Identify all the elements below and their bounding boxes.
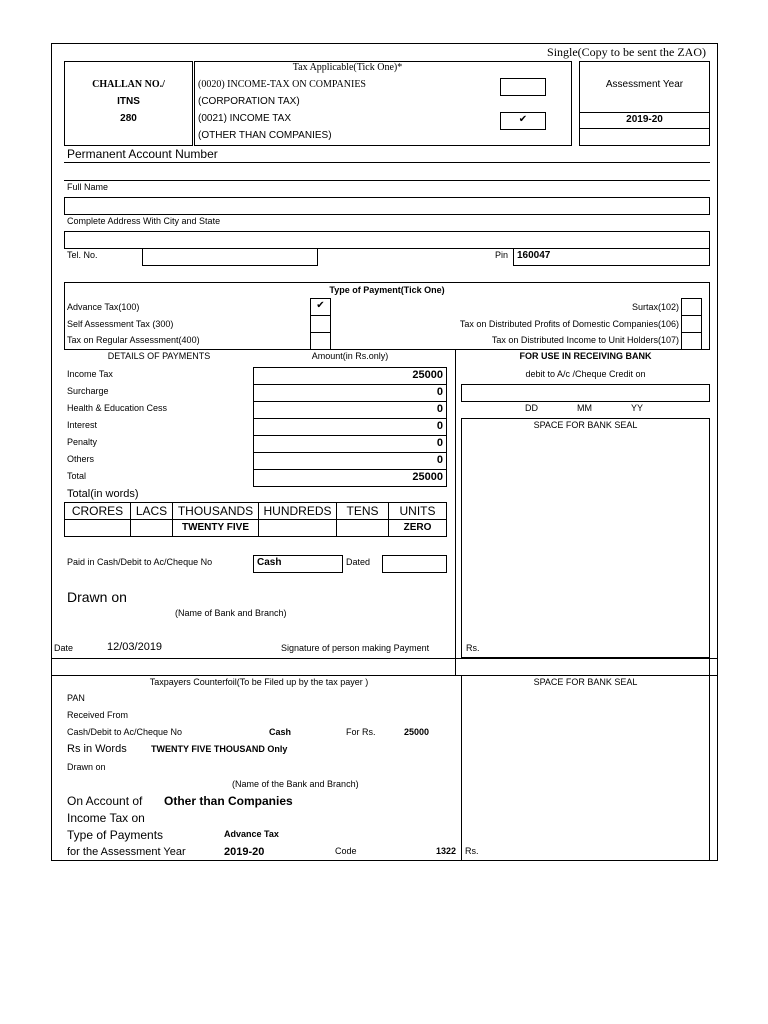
option2-line2: (OTHER THAN COMPANIES)	[198, 130, 332, 141]
detail-label: Penalty	[67, 437, 98, 447]
address-field[interactable]	[64, 231, 710, 249]
words-header-units: UNITS	[388, 502, 447, 520]
detail-label: Total	[67, 471, 87, 481]
option2-checkbox[interactable]	[500, 112, 546, 130]
paid-field[interactable]: Cash	[253, 555, 343, 573]
tax-applicable-title: Tax Applicable(Tick One)*	[292, 62, 403, 73]
surtax-checkbox[interactable]	[681, 298, 702, 316]
signature-label: Signature of person making Payment	[281, 643, 430, 653]
cf-bank-branch-label: (Name of the Bank and Branch)	[232, 779, 359, 789]
name-line-top	[64, 180, 710, 181]
words-units[interactable]: ZERO	[388, 519, 447, 537]
surcharge-amount[interactable]: 0	[253, 384, 447, 402]
option1-line1: (0020) INCOME-TAX ON COMPANIES	[198, 79, 366, 90]
words-lacs[interactable]	[130, 519, 173, 537]
assessment-year-box	[579, 61, 710, 146]
distributed-profits-checkbox[interactable]	[681, 315, 702, 333]
words-header-hundreds: HUNDREDS	[258, 502, 337, 520]
counterfoil-seal-label: SPACE FOR BANK SEAL	[533, 677, 638, 687]
address-label: Complete Address With City and State	[67, 216, 221, 226]
cf-rs-label: Rs.	[465, 846, 479, 856]
detail-label: Others	[67, 454, 95, 464]
yy-label: YY	[631, 403, 644, 413]
regular-assessment-label: Tax on Regular Assessment(400)	[67, 335, 200, 345]
itns-number: 280	[120, 113, 137, 124]
unit-holders-checkbox[interactable]	[681, 332, 702, 350]
cf-income-tax-on-label: Income Tax on	[67, 811, 145, 825]
section-divider	[51, 658, 718, 659]
words-thousands[interactable]: TWENTY FIVE	[172, 519, 259, 537]
cf-rs-words-label: Rs in Words	[67, 743, 127, 755]
cf-on-account-label: On Account of	[67, 794, 143, 808]
details-title: DETAILS OF PAYMENTS	[107, 351, 211, 361]
self-assessment-label: Self Assessment Tax (300)	[67, 319, 174, 329]
words-hundreds[interactable]	[258, 519, 337, 537]
check-icon: ✔	[316, 300, 325, 311]
assessment-year-value: 2019-20	[626, 114, 663, 125]
dated-field[interactable]	[382, 555, 447, 573]
detail-label: Interest	[67, 420, 98, 430]
full-name-label: Full Name	[67, 182, 109, 192]
self-assessment-checkbox[interactable]	[310, 315, 331, 333]
advance-tax-label: Advance Tax(100)	[67, 302, 140, 312]
cf-pan-label: PAN	[67, 693, 85, 703]
tel-label: Tel. No.	[67, 250, 98, 260]
cess-amount[interactable]: 0	[253, 401, 447, 419]
gap-divider-right	[709, 658, 710, 675]
drawn-on-label: Drawn on	[67, 589, 127, 605]
distributed-profits-label: Tax on Distributed Profits of Domestic Companies(106)	[459, 319, 679, 329]
payment-type-title: Type of Payment(Tick One)	[329, 285, 445, 295]
interest-amount[interactable]: 0	[253, 418, 447, 436]
full-name-field[interactable]	[64, 197, 710, 215]
cf-drawn-on-label: Drawn on	[67, 762, 106, 772]
detail-label: Surcharge	[67, 386, 109, 396]
total-amount[interactable]: 25000	[253, 469, 447, 487]
bank-seal-area	[461, 418, 710, 658]
copy-note: Single(Copy to be sent the ZAO)	[547, 45, 706, 59]
mm-label: MM	[577, 403, 592, 413]
counterfoil-divider	[461, 675, 462, 861]
pin-label: Pin	[495, 250, 509, 260]
cf-code-value: 1322	[436, 846, 457, 856]
dated-label: Dated	[346, 557, 371, 567]
bank-branch-label: (Name of Bank and Branch)	[175, 608, 287, 618]
words-header-thousands: THOUSANDS	[172, 502, 259, 520]
income-tax-amount[interactable]: 25000	[253, 367, 447, 385]
pin-field[interactable]: 160047	[513, 248, 710, 266]
pan-label: Permanent Account Number	[67, 147, 218, 161]
itns-label: ITNS	[117, 96, 140, 107]
words-header-tens: TENS	[336, 502, 389, 520]
words-header-crores: CRORES	[64, 502, 131, 520]
cf-for-rs-label: For Rs.	[346, 727, 376, 737]
advance-tax-checkbox[interactable]	[310, 298, 331, 316]
counterfoil-right-divider	[709, 675, 710, 861]
regular-assessment-checkbox[interactable]	[310, 332, 331, 350]
section-divider-2	[51, 675, 718, 676]
cf-received-from-label: Received From	[67, 710, 129, 720]
bank-debit-label: debit to A/c /Cheque Credit on	[525, 369, 646, 379]
words-header-lacs: LACS	[130, 502, 173, 520]
amount-header: Amount(in Rs.only)	[311, 351, 389, 361]
total-words-label: Total(in words)	[67, 488, 139, 500]
bank-seal-label: SPACE FOR BANK SEAL	[533, 420, 638, 430]
cf-assessment-year-label: for the Assessment Year	[67, 846, 186, 858]
bank-title: FOR USE IN RECEIVING BANK	[519, 351, 652, 361]
cf-type-payments-value: Advance Tax	[224, 829, 279, 839]
surtax-label: Surtax(102)	[631, 302, 679, 312]
center-divider	[455, 350, 456, 658]
cf-on-account-value: Other than Companies	[164, 794, 293, 808]
penalty-amount[interactable]: 0	[253, 435, 447, 453]
cf-for-rs-value: 25000	[404, 727, 430, 737]
others-amount[interactable]: 0	[253, 452, 447, 470]
date-value: 12/03/2019	[107, 641, 163, 653]
assessment-divider	[579, 112, 710, 113]
detail-label: Income Tax	[67, 369, 113, 379]
cf-assessment-year-value: 2019-20	[224, 846, 265, 858]
challan-no-label: CHALLAN NO./	[92, 79, 165, 90]
option1-checkbox[interactable]	[500, 78, 546, 96]
gap-divider-left	[455, 658, 456, 675]
tel-field[interactable]	[142, 248, 318, 266]
paid-label: Paid in Cash/Debit to Ac/Cheque No	[67, 557, 213, 567]
option1-line2: (CORPORATION TAX)	[198, 96, 300, 107]
unit-holders-label: Tax on Distributed Income to Unit Holders(107)	[491, 335, 679, 345]
assessment-divider-2	[579, 128, 710, 129]
cf-type-payments-label: Type of Payments	[67, 828, 164, 842]
cf-cash-value: Cash	[269, 727, 292, 737]
words-tens[interactable]	[336, 519, 389, 537]
rs-label: Rs.	[466, 643, 480, 653]
bank-credit-field[interactable]	[461, 384, 710, 402]
cf-cash-label: Cash/Debit to Ac/Cheque No	[67, 727, 183, 737]
counterfoil-title: Taxpayers Counterfoil(To be Filed up by the tax payer )	[149, 677, 369, 687]
words-crores[interactable]	[64, 519, 131, 537]
pan-line	[64, 162, 710, 163]
cf-rs-words-value: TWENTY FIVE THOUSAND Only	[151, 744, 288, 754]
detail-label: Health & Education Cess	[67, 403, 168, 413]
option2-line1: (0021) INCOME TAX	[198, 113, 291, 124]
check-icon: ✔	[518, 114, 528, 125]
date-label: Date	[54, 643, 74, 653]
dd-label: DD	[525, 403, 538, 413]
assessment-year-label: Assessment Year	[605, 79, 684, 90]
cf-code-label: Code	[335, 846, 357, 856]
